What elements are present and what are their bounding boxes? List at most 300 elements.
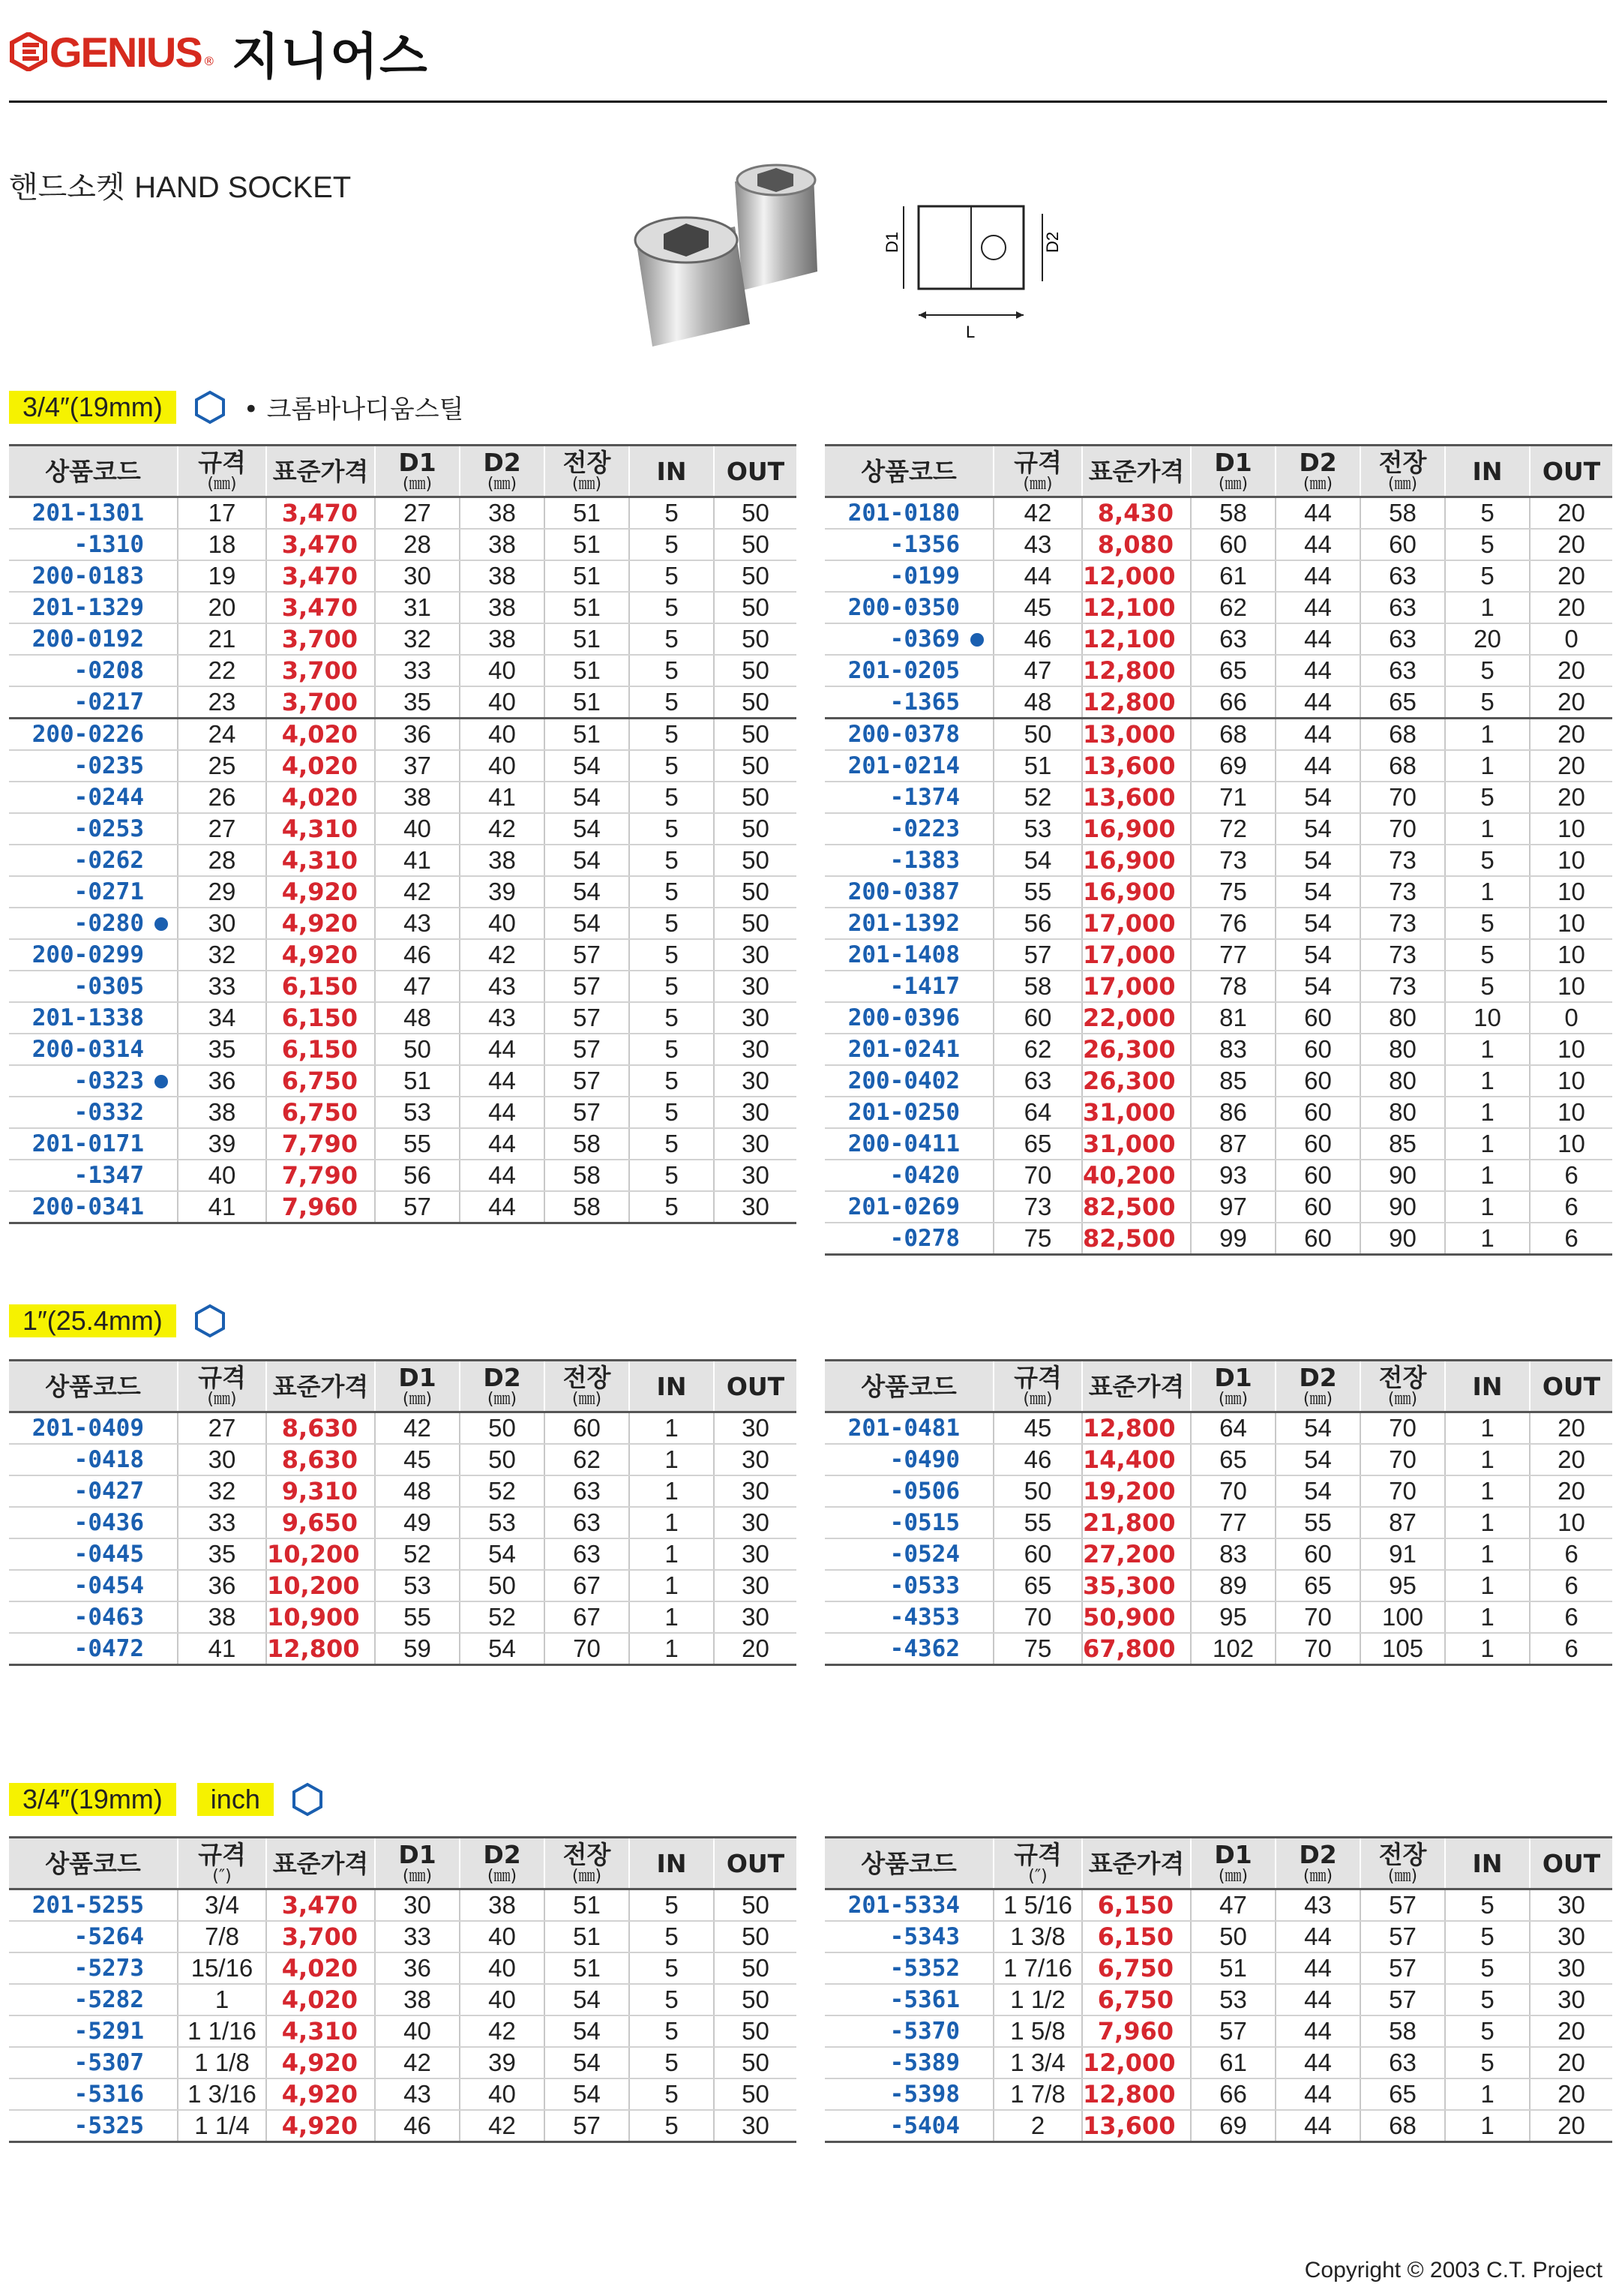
d1-cell: 48 xyxy=(375,1475,460,1507)
length-cell: 51 xyxy=(544,560,629,592)
qty-out-cell: 20 xyxy=(1530,497,1612,530)
d1-cell: 36 xyxy=(375,719,460,751)
qty-in-cell: 5 xyxy=(629,560,714,592)
product-code-cell: -1417 xyxy=(825,971,994,1002)
d1-cell: 35 xyxy=(375,686,460,719)
d2-cell: 38 xyxy=(460,529,544,560)
column-header-price: 표준가격 xyxy=(1082,446,1191,497)
table-row xyxy=(825,1065,1612,1097)
d1-cell: 95 xyxy=(1191,1601,1276,1633)
qty-out-cell: 50 xyxy=(714,686,796,719)
qty-in-cell: 5 xyxy=(629,1921,714,1952)
qty-out-cell: 50 xyxy=(714,719,796,751)
column-header-length: 전장 (㎜) xyxy=(1360,1361,1445,1412)
qty-in-cell: 1 xyxy=(1445,1444,1530,1475)
product-code-cell: 201-0409 xyxy=(9,1412,178,1445)
qty-out-cell: 20 xyxy=(1530,686,1612,719)
d2-cell: 50 xyxy=(460,1570,544,1601)
product-code-cell: -5370 xyxy=(825,2015,994,2047)
copyright-notice: Copyright © 2003 C.T. Project xyxy=(1304,2258,1603,2282)
table-row xyxy=(825,529,1612,560)
d1-cell: 87 xyxy=(1191,1128,1276,1160)
price-cell: 6,150 xyxy=(1082,1889,1191,1922)
size-cell: 1 xyxy=(178,1984,266,2015)
product-code-cell: 200-0341 xyxy=(9,1191,178,1223)
d2-cell: 54 xyxy=(1276,908,1360,939)
d2-cell: 44 xyxy=(1276,623,1360,655)
d2-cell: 44 xyxy=(1276,1952,1360,1984)
table-row xyxy=(9,1507,796,1538)
spec-table-s2-left xyxy=(9,1359,796,1666)
qty-out-cell: 10 xyxy=(1530,876,1612,908)
qty-in-cell: 1 xyxy=(1445,1538,1530,1570)
product-code-cell: 201-1301 xyxy=(9,497,178,530)
price-cell: 4,020 xyxy=(266,1984,375,2015)
table-row xyxy=(825,1952,1612,1984)
size-cell: 55 xyxy=(994,876,1082,908)
qty-out-cell: 30 xyxy=(714,1601,796,1633)
qty-in-cell: 1 xyxy=(1445,1570,1530,1601)
product-code-cell: -0463 xyxy=(9,1601,178,1633)
length-cell: 54 xyxy=(544,1984,629,2015)
length-cell: 63 xyxy=(1360,592,1445,623)
length-cell: 51 xyxy=(544,529,629,560)
length-cell: 57 xyxy=(544,1097,629,1128)
price-cell: 4,020 xyxy=(266,750,375,782)
size-cell: 54 xyxy=(994,845,1082,876)
qty-in-cell: 5 xyxy=(629,1002,714,1034)
length-cell: 105 xyxy=(1360,1633,1445,1665)
qty-in-cell: 1 xyxy=(1445,1633,1530,1665)
price-cell: 12,800 xyxy=(1082,686,1191,719)
product-code-cell: 200-0378 xyxy=(825,719,994,751)
size-cell: 26 xyxy=(178,782,266,813)
length-cell: 54 xyxy=(544,750,629,782)
qty-out-cell: 30 xyxy=(714,939,796,971)
qty-in-cell: 5 xyxy=(629,813,714,845)
d1-cell: 75 xyxy=(1191,876,1276,908)
length-cell: 63 xyxy=(1360,655,1445,686)
d1-cell: 42 xyxy=(375,2047,460,2078)
length-cell: 85 xyxy=(1360,1128,1445,1160)
table-row xyxy=(9,2047,796,2078)
d1-cell: 27 xyxy=(375,497,460,530)
column-header-length: 전장 (㎜) xyxy=(544,1361,629,1412)
length-cell: 57 xyxy=(544,939,629,971)
qty-in-cell: 5 xyxy=(1445,1952,1530,1984)
table-row xyxy=(9,1160,796,1191)
size-cell: 1 7/8 xyxy=(994,2078,1082,2110)
table-row xyxy=(825,876,1612,908)
table-row xyxy=(9,1601,796,1633)
qty-out-cell: 50 xyxy=(714,497,796,530)
size-cell: 53 xyxy=(994,813,1082,845)
table-row xyxy=(825,2047,1612,2078)
table-row xyxy=(9,1921,796,1952)
length-cell: 51 xyxy=(544,592,629,623)
length-cell: 70 xyxy=(1360,782,1445,813)
qty-out-cell: 30 xyxy=(714,1034,796,1065)
product-code-cell: 201-0180 xyxy=(825,497,994,530)
column-header-size: 규격 (㎜) xyxy=(178,446,266,497)
size-cell: 28 xyxy=(178,845,266,876)
table-row xyxy=(9,1191,796,1223)
length-cell: 70 xyxy=(1360,813,1445,845)
column-header-out: OUT xyxy=(714,1361,796,1412)
product-code-cell: -0472 xyxy=(9,1633,178,1665)
d2-cell: 40 xyxy=(460,2078,544,2110)
qty-out-cell: 20 xyxy=(1530,2078,1612,2110)
product-code-cell: -0262 xyxy=(9,845,178,876)
length-cell: 54 xyxy=(544,2015,629,2047)
table-row xyxy=(9,1538,796,1570)
product-code-cell: -0515 xyxy=(825,1507,994,1538)
d1-cell: 37 xyxy=(375,750,460,782)
length-cell: 51 xyxy=(544,686,629,719)
d2-cell: 44 xyxy=(1276,560,1360,592)
price-cell: 6,750 xyxy=(1082,1952,1191,1984)
table-row xyxy=(825,1507,1612,1538)
size-cell: 65 xyxy=(994,1570,1082,1601)
size-cell: 15/16 xyxy=(178,1952,266,1984)
table-row xyxy=(825,845,1612,876)
qty-in-cell: 5 xyxy=(629,782,714,813)
qty-out-cell: 50 xyxy=(714,2015,796,2047)
qty-out-cell: 0 xyxy=(1530,1002,1612,1034)
length-cell: 67 xyxy=(544,1601,629,1633)
table-row xyxy=(825,497,1612,530)
size-cell: 25 xyxy=(178,750,266,782)
qty-out-cell: 50 xyxy=(714,1984,796,2015)
size-cell: 20 xyxy=(178,592,266,623)
stock-dot-icon xyxy=(970,633,984,647)
product-code-cell: -0490 xyxy=(825,1444,994,1475)
d2-cell: 44 xyxy=(460,1128,544,1160)
size-cell: 55 xyxy=(994,1507,1082,1538)
d2-cell: 50 xyxy=(460,1444,544,1475)
size-cell: 24 xyxy=(178,719,266,751)
table-row xyxy=(825,655,1612,686)
price-cell: 19,200 xyxy=(1082,1475,1191,1507)
size-cell: 21 xyxy=(178,623,266,655)
size-cell: 27 xyxy=(178,813,266,845)
d1-cell: 77 xyxy=(1191,1507,1276,1538)
table-row xyxy=(825,1191,1612,1223)
price-cell: 4,920 xyxy=(266,908,375,939)
diagram-label-d2: D2 xyxy=(1043,231,1062,253)
table-row xyxy=(9,939,796,971)
d1-cell: 36 xyxy=(375,1952,460,1984)
dimension-diagram xyxy=(881,191,1084,341)
size-cell: 36 xyxy=(178,1570,266,1601)
length-cell: 90 xyxy=(1360,1223,1445,1255)
d2-cell: 38 xyxy=(460,623,544,655)
length-cell: 57 xyxy=(1360,1921,1445,1952)
table-row xyxy=(825,1034,1612,1065)
price-cell: 8,630 xyxy=(266,1412,375,1445)
d2-cell: 60 xyxy=(1276,1223,1360,1255)
size-cell: 40 xyxy=(178,1160,266,1191)
length-cell: 70 xyxy=(544,1633,629,1665)
qty-in-cell: 5 xyxy=(629,1160,714,1191)
table-row xyxy=(9,971,796,1002)
qty-out-cell: 6 xyxy=(1530,1191,1612,1223)
length-cell: 87 xyxy=(1360,1507,1445,1538)
qty-in-cell: 20 xyxy=(1445,623,1530,655)
price-cell: 50,900 xyxy=(1082,1601,1191,1633)
column-header-out: OUT xyxy=(1530,1361,1612,1412)
column-header-d1: D1 (㎜) xyxy=(375,1838,460,1889)
price-cell: 7,960 xyxy=(266,1191,375,1223)
d2-cell: 38 xyxy=(460,497,544,530)
size-cell: 60 xyxy=(994,1538,1082,1570)
qty-in-cell: 1 xyxy=(629,1444,714,1475)
length-cell: 70 xyxy=(1360,1444,1445,1475)
length-cell: 51 xyxy=(544,655,629,686)
length-cell: 100 xyxy=(1360,1601,1445,1633)
qty-out-cell: 10 xyxy=(1530,971,1612,1002)
qty-in-cell: 1 xyxy=(1445,1191,1530,1223)
d2-cell: 54 xyxy=(1276,1475,1360,1507)
qty-out-cell: 30 xyxy=(714,1475,796,1507)
price-cell: 6,150 xyxy=(1082,1921,1191,1952)
qty-out-cell: 20 xyxy=(1530,782,1612,813)
d2-cell: 40 xyxy=(460,1984,544,2015)
d1-cell: 61 xyxy=(1191,2047,1276,2078)
d2-cell: 38 xyxy=(460,592,544,623)
column-header-size: 규격 (㎜) xyxy=(994,446,1082,497)
length-cell: 57 xyxy=(544,1065,629,1097)
d1-cell: 55 xyxy=(375,1601,460,1633)
table-row xyxy=(825,1984,1612,2015)
product-code-cell: -0454 xyxy=(9,1570,178,1601)
d2-cell: 42 xyxy=(460,2015,544,2047)
table-row xyxy=(825,2015,1612,2047)
qty-in-cell: 5 xyxy=(629,1034,714,1065)
d1-cell: 58 xyxy=(1191,497,1276,530)
size-cell: 39 xyxy=(178,1128,266,1160)
genius-logo-icon xyxy=(9,32,48,71)
length-cell: 54 xyxy=(544,908,629,939)
price-cell: 16,900 xyxy=(1082,813,1191,845)
table-row xyxy=(825,1475,1612,1507)
qty-out-cell: 20 xyxy=(1530,719,1612,751)
table-row xyxy=(825,908,1612,939)
product-code-cell: -1383 xyxy=(825,845,994,876)
column-header-in: IN xyxy=(629,446,714,497)
qty-in-cell: 5 xyxy=(629,719,714,751)
d2-cell: 44 xyxy=(1276,2078,1360,2110)
size-cell: 1 5/8 xyxy=(994,2015,1082,2047)
product-code-cell: 200-0402 xyxy=(825,1065,994,1097)
product-code-cell: -1374 xyxy=(825,782,994,813)
length-cell: 63 xyxy=(544,1475,629,1507)
table-row xyxy=(9,1034,796,1065)
price-cell: 3,700 xyxy=(266,686,375,719)
product-code-cell: -0278 xyxy=(825,1223,994,1255)
column-header-d2: D2 (㎜) xyxy=(1276,1361,1360,1412)
product-code-cell: -5291 xyxy=(9,2015,178,2047)
price-cell: 12,000 xyxy=(1082,2047,1191,2078)
qty-out-cell: 6 xyxy=(1530,1160,1612,1191)
table-row xyxy=(9,529,796,560)
column-header-code: 상품코드 xyxy=(9,1838,178,1889)
table-row xyxy=(825,1160,1612,1191)
qty-in-cell: 5 xyxy=(629,655,714,686)
table-row xyxy=(9,719,796,751)
product-code-cell: -1365 xyxy=(825,686,994,719)
qty-in-cell: 5 xyxy=(629,592,714,623)
product-code-cell: 200-0192 xyxy=(9,623,178,655)
qty-out-cell: 50 xyxy=(714,876,796,908)
product-code-cell: -0418 xyxy=(9,1444,178,1475)
price-cell: 3,700 xyxy=(266,623,375,655)
product-code-cell: -0369 xyxy=(825,623,994,655)
d1-cell: 59 xyxy=(375,1633,460,1665)
table-row xyxy=(825,782,1612,813)
product-code-cell: -0235 xyxy=(9,750,178,782)
price-cell: 21,800 xyxy=(1082,1507,1191,1538)
length-cell: 63 xyxy=(1360,560,1445,592)
size-cell: 1 1/2 xyxy=(994,1984,1082,2015)
product-code-cell: -0445 xyxy=(9,1538,178,1570)
size-cell: 64 xyxy=(994,1097,1082,1128)
table-row xyxy=(825,1128,1612,1160)
qty-out-cell: 20 xyxy=(1530,2047,1612,2078)
qty-in-cell: 5 xyxy=(1445,2015,1530,2047)
table-row xyxy=(825,971,1612,1002)
table-row xyxy=(825,623,1612,655)
length-cell: 57 xyxy=(544,1034,629,1065)
size-cell: 18 xyxy=(178,529,266,560)
column-header-length: 전장 (㎜) xyxy=(1360,1838,1445,1889)
qty-in-cell: 5 xyxy=(1445,655,1530,686)
qty-in-cell: 5 xyxy=(629,2078,714,2110)
column-header-code: 상품코드 xyxy=(9,1361,178,1412)
d2-cell: 50 xyxy=(460,1412,544,1445)
qty-in-cell: 5 xyxy=(1445,686,1530,719)
column-header-code: 상품코드 xyxy=(825,1361,994,1412)
qty-out-cell: 20 xyxy=(1530,1412,1612,1445)
size-cell: 73 xyxy=(994,1191,1082,1223)
d1-cell: 53 xyxy=(375,1097,460,1128)
qty-out-cell: 0 xyxy=(1530,623,1612,655)
d1-cell: 86 xyxy=(1191,1097,1276,1128)
length-cell: 73 xyxy=(1360,971,1445,1002)
length-cell: 51 xyxy=(544,623,629,655)
size-cell: 32 xyxy=(178,1475,266,1507)
product-code-cell: -5398 xyxy=(825,2078,994,2110)
d2-cell: 43 xyxy=(460,971,544,1002)
table-row xyxy=(9,1097,796,1128)
product-code-cell: 200-0299 xyxy=(9,939,178,971)
table-row xyxy=(9,1475,796,1507)
qty-out-cell: 10 xyxy=(1530,1128,1612,1160)
d2-cell: 38 xyxy=(460,1889,544,1922)
table-row xyxy=(9,1633,796,1665)
size-cell: 36 xyxy=(178,1065,266,1097)
size-cell: 3/4 xyxy=(178,1889,266,1922)
product-code-cell: -5389 xyxy=(825,2047,994,2078)
d2-cell: 44 xyxy=(1276,719,1360,751)
table-row xyxy=(825,719,1612,751)
price-cell: 13,600 xyxy=(1082,782,1191,813)
table-row xyxy=(825,1223,1612,1255)
table-row xyxy=(9,1984,796,2015)
product-code-cell: -0506 xyxy=(825,1475,994,1507)
d1-cell: 45 xyxy=(375,1444,460,1475)
qty-out-cell: 30 xyxy=(714,1538,796,1570)
column-header-length: 전장 (㎜) xyxy=(1360,446,1445,497)
price-cell: 3,700 xyxy=(266,1921,375,1952)
length-cell: 80 xyxy=(1360,1065,1445,1097)
table-row xyxy=(9,1412,796,1445)
product-code-cell: 201-1338 xyxy=(9,1002,178,1034)
qty-in-cell: 1 xyxy=(629,1507,714,1538)
d2-cell: 54 xyxy=(1276,813,1360,845)
price-cell: 27,200 xyxy=(1082,1538,1191,1570)
size-cell: 41 xyxy=(178,1633,266,1665)
diagram-label-l: L xyxy=(966,323,976,341)
d1-cell: 53 xyxy=(375,1570,460,1601)
length-cell: 54 xyxy=(544,876,629,908)
price-cell: 4,920 xyxy=(266,2110,375,2142)
size-cell: 2 xyxy=(994,2110,1082,2142)
d2-cell: 40 xyxy=(460,655,544,686)
column-header-d2: D2 (㎜) xyxy=(1276,446,1360,497)
length-cell: 54 xyxy=(544,813,629,845)
product-code-cell: 200-0350 xyxy=(825,592,994,623)
table-row xyxy=(9,560,796,592)
price-cell: 16,900 xyxy=(1082,845,1191,876)
size-cell: 45 xyxy=(994,1412,1082,1445)
price-cell: 4,310 xyxy=(266,2015,375,2047)
length-cell: 67 xyxy=(544,1570,629,1601)
product-code-cell: -5404 xyxy=(825,2110,994,2142)
price-cell: 4,020 xyxy=(266,719,375,751)
d2-cell: 70 xyxy=(1276,1633,1360,1665)
product-code-cell: 201-0269 xyxy=(825,1191,994,1223)
d1-cell: 50 xyxy=(375,1034,460,1065)
price-cell: 31,000 xyxy=(1082,1128,1191,1160)
price-cell: 4,920 xyxy=(266,2078,375,2110)
column-header-price: 표준가격 xyxy=(1082,1361,1191,1412)
length-cell: 68 xyxy=(1360,750,1445,782)
qty-out-cell: 30 xyxy=(714,1002,796,1034)
size-tag: 1″(25.4mm) xyxy=(9,1304,176,1337)
table-row xyxy=(825,1444,1612,1475)
qty-out-cell: 50 xyxy=(714,908,796,939)
price-cell: 4,920 xyxy=(266,939,375,971)
spec-table-s1-left xyxy=(9,444,796,1224)
length-cell: 54 xyxy=(544,845,629,876)
qty-out-cell: 30 xyxy=(714,1412,796,1445)
qty-out-cell: 50 xyxy=(714,1889,796,1922)
size-cell: 47 xyxy=(994,655,1082,686)
d2-cell: 52 xyxy=(460,1601,544,1633)
d1-cell: 93 xyxy=(1191,1160,1276,1191)
size-cell: 32 xyxy=(178,939,266,971)
d2-cell: 54 xyxy=(1276,782,1360,813)
table-row xyxy=(9,2078,796,2110)
qty-out-cell: 10 xyxy=(1530,1034,1612,1065)
length-cell: 51 xyxy=(544,497,629,530)
d1-cell: 50 xyxy=(1191,1921,1276,1952)
length-cell: 58 xyxy=(1360,2015,1445,2047)
product-code-cell: -4353 xyxy=(825,1601,994,1633)
d1-cell: 38 xyxy=(375,1984,460,2015)
d2-cell: 44 xyxy=(1276,686,1360,719)
